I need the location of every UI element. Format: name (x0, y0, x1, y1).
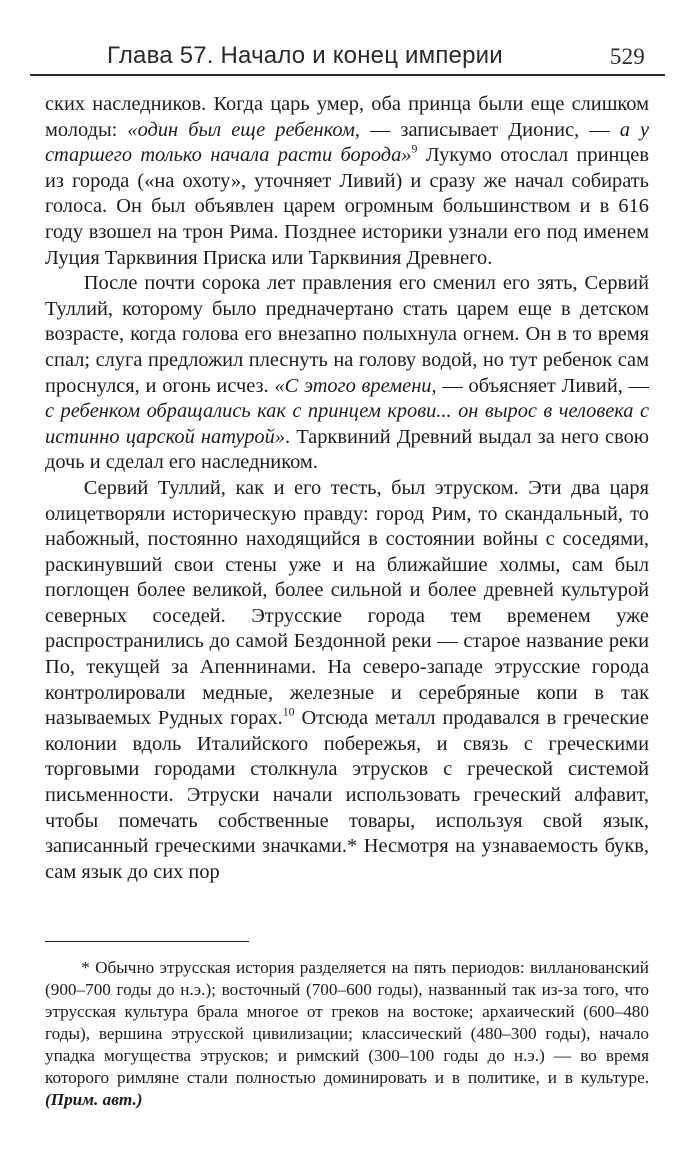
footnote-rule (45, 941, 249, 942)
footnote-mark: * (81, 958, 90, 977)
paragraph-1: ских наследников. Когда царь умер, оба принца были еще слишком молоды: «один был еще ребенком, — записывает Дионис, — а у старшего только начала расти борода»$^9$ Лукумо отослал принцев из города («на охоту», уточняет Ливий) и сразу же начал собирать голоса. Он был объявлен царем огромным большинством и в 616 году взошел на трон Рима. Позднее историки узнали его под именем Луция Тарквиния Приска или Тарквиния Древнего. (45, 93, 650, 269)
quote: с ребенком обращались как с принцем крови... он вырос в человека с истинно царской натурой» (45, 400, 649, 448)
quote: «С этого времени, (274, 374, 437, 397)
chapter-title: Глава 57. Начало и конец империи (107, 42, 503, 69)
paragraph-2: После почти сорока лет правления его сменил его зять, Сервий Туллий, которому было предначертано стать царем еще в детском возрасте, когда голова его внезапно полыхнула огнем. Он в то время спал; слуга предложил плеснуть на голову водой, но тут ребенок сам проснулся, и огонь исчез. «С этого времени, — объясняет Ливий, — с ребенком обращались как с принцем крови... он вырос в человека с истинно царской натурой». Тарквиний Древний выдал за него свою дочь и сделал его наследником. (45, 272, 649, 474)
footnote (45, 957, 649, 1111)
quote: а у старшего только начала расти борода» (45, 118, 650, 167)
quote: «один был еще ребенком, (127, 118, 360, 141)
footnote-mark: * (347, 835, 358, 858)
page-number: 529 (609, 44, 645, 69)
paragraph-3: Сервий Туллий, как и его тесть, был этруском. Эти два царя олицетворяли историческую правду: город Рим, то скандальный, то набожный, постоянно находящийся в состоянии войны с соседями, раскинувший свои стены уже и на ближайшие холмы, сам был поглощен более великой, более сильной и более древней культурой северных соседей. Этрусские города тем временем уже распространились до самой Бездонной реки — старое название реки По, текущей за Апеннинами. На северо-западе этрусские города контролировали медные, железные и серебряные копи в так называемых Рудных горах.$^{10}$ Отсюда металл продавался в греческие колонии вдоль Италийского побережья, и связь с греческими торговыми городами столкнула этрусков с греческой системой письменности. Этруски начали использовать греческий алфавит, чтобы помечать собственные товары, используя свой язык, записанный греческими значками.* Несмотря на узнаваемость букв, сам язык до сих пор (45, 476, 649, 883)
header-rule (30, 74, 665, 76)
endnote-ref: 9 (411, 141, 418, 156)
main-text (45, 92, 649, 885)
author-note: (Прим. авт.) (45, 1090, 143, 1109)
running-header (107, 30, 645, 70)
endnote-ref: 10 (282, 704, 295, 719)
footnote-text: * Обычно этрусская история разделяется на пять периодов: вилланованский (900–700 годы до н.э.); восточный (700–600 годы), названный так из-за того, что этрусская культура брала многое от греков на востоке; архаический (600–480 годы), вершина этрусской цивилизации; классический (480–300 годы), начало упадка могущества этрусков; и римский (300–100 годы до н.э.) — во время которого римляне стали полностью доминировать и в политике, и в культуре. (Прим. авт.) (45, 958, 649, 1109)
